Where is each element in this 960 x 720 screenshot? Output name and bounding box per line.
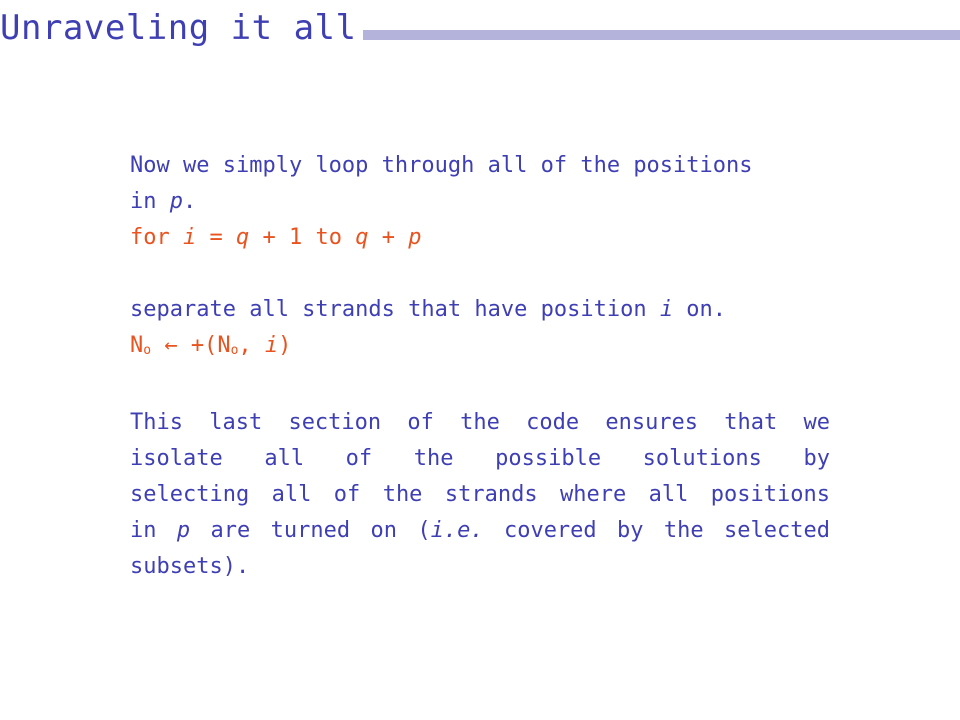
subscript-o: o <box>143 343 152 358</box>
slide-body <box>130 148 830 585</box>
paragraph-line-4 <box>130 513 830 549</box>
var-n: N <box>217 333 231 358</box>
assign-arrow: ← +( <box>151 333 218 358</box>
intro-text-1: Now we simply loop through all of the positions <box>130 153 753 178</box>
var-p: p <box>176 518 191 543</box>
var-q: q <box>355 225 369 250</box>
para4-post: covered by the selected <box>483 518 830 543</box>
paragraph-line-1: This last section of the code ensures that we <box>130 410 830 435</box>
intro-text-2-post: . <box>183 189 197 214</box>
var-i: i <box>182 225 197 250</box>
para4-pre: in <box>130 518 177 543</box>
var-n: N <box>130 333 144 358</box>
var-q: q <box>235 225 250 250</box>
separate-text-pre: separate all strands that have position <box>130 297 660 322</box>
code-close-paren: ) <box>278 333 292 358</box>
ie-abbrev: i.e. <box>430 518 484 543</box>
code-equals: = <box>196 225 236 250</box>
separate-line <box>130 292 830 328</box>
para4-mid: are turned on ( <box>190 518 431 543</box>
paragraph-line-3: selecting all of the strands where all positions <box>130 482 830 507</box>
intro-line-1 <box>130 148 830 184</box>
loop-code-line <box>130 220 830 256</box>
intro-text-2-pre: in <box>130 189 170 214</box>
paragraph-line-2: isolate all of the possible solutions by <box>130 446 830 471</box>
separate-text-post: on. <box>673 297 727 322</box>
keyword-for: for <box>130 225 183 250</box>
paragraph-line-5: subsets). <box>130 554 250 579</box>
blank-line <box>130 369 830 405</box>
code-plus: + <box>368 225 409 250</box>
code-plus-one-to: + 1 to <box>249 225 356 250</box>
var-i: i <box>264 333 279 358</box>
intro-line-2 <box>130 184 830 220</box>
blank-line <box>130 256 830 292</box>
slide-title: Unraveling it all <box>0 6 363 50</box>
assign-code-line <box>130 328 830 369</box>
subscript-o: o <box>230 343 239 358</box>
code-comma: , <box>238 333 265 358</box>
var-p: p <box>408 225 422 250</box>
var-i: i <box>659 297 674 322</box>
var-p: p <box>169 189 183 214</box>
